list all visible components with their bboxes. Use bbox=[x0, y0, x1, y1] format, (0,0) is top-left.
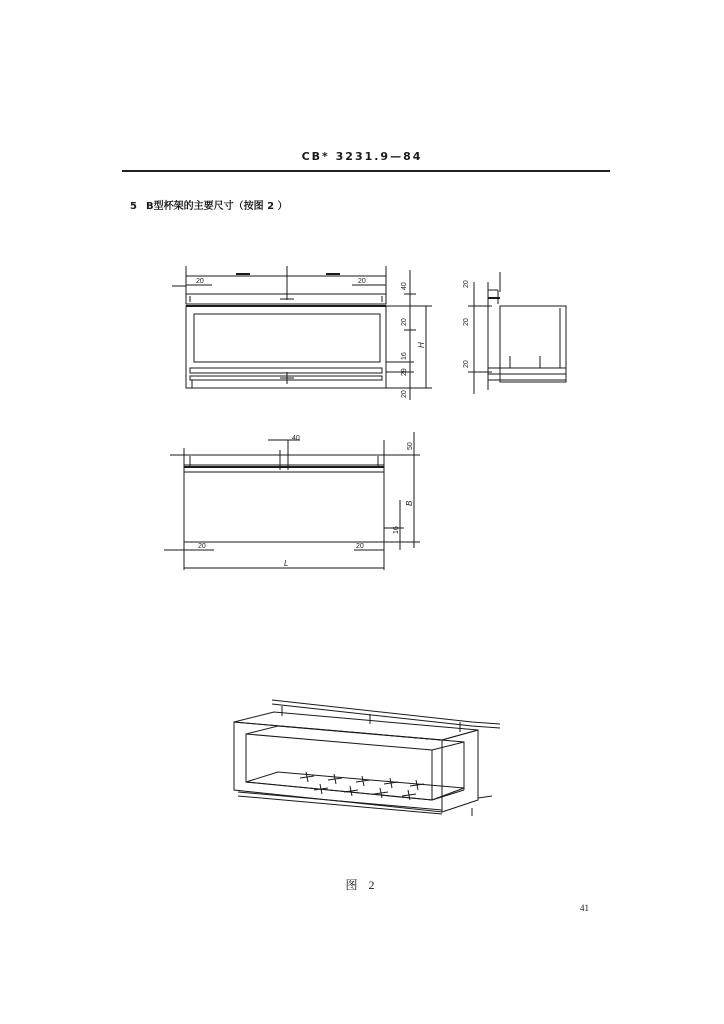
side-dim-20-top: 20 bbox=[463, 280, 470, 288]
plan-dim-B: B bbox=[405, 500, 414, 506]
side-dim-20-bottom: 20 bbox=[463, 360, 470, 368]
plan-dim-bottom-right: 20 bbox=[356, 543, 364, 550]
front-dim-right-20: 20 bbox=[401, 318, 408, 326]
front-view-drawing bbox=[172, 266, 432, 400]
front-dim-right-29: 29 bbox=[401, 368, 408, 376]
front-dim-right-20-bottom: 20 bbox=[401, 390, 408, 398]
section-title: B型杯架的主要尺寸（按图 2 ） bbox=[146, 201, 288, 212]
plan-dim-L: L bbox=[284, 559, 289, 568]
front-dim-right-40: 40 bbox=[401, 282, 408, 290]
front-dim-top-left: 20 bbox=[196, 278, 204, 285]
plan-dim-bottom-left: 20 bbox=[198, 543, 206, 550]
isometric-tray-crosses bbox=[300, 772, 424, 800]
figure-caption: 图 2 bbox=[345, 878, 379, 892]
plan-dim-right-50: 50 bbox=[407, 442, 414, 450]
front-dim-H: H bbox=[417, 342, 426, 348]
front-dim-right-16: 16 bbox=[401, 352, 408, 360]
side-dim-20-mid: 20 bbox=[463, 318, 470, 326]
plan-dim-top-40: 40 bbox=[292, 435, 300, 442]
side-view-drawing bbox=[468, 272, 566, 394]
isometric-view-drawing bbox=[234, 700, 500, 816]
standard-code-header: CB* 3231.9—84 bbox=[301, 150, 423, 163]
front-dim-top-right: 20 bbox=[358, 278, 366, 285]
plan-dim-16: 16 bbox=[393, 526, 400, 534]
section-number: 5 bbox=[130, 201, 137, 212]
page-number: 41 bbox=[580, 903, 589, 913]
